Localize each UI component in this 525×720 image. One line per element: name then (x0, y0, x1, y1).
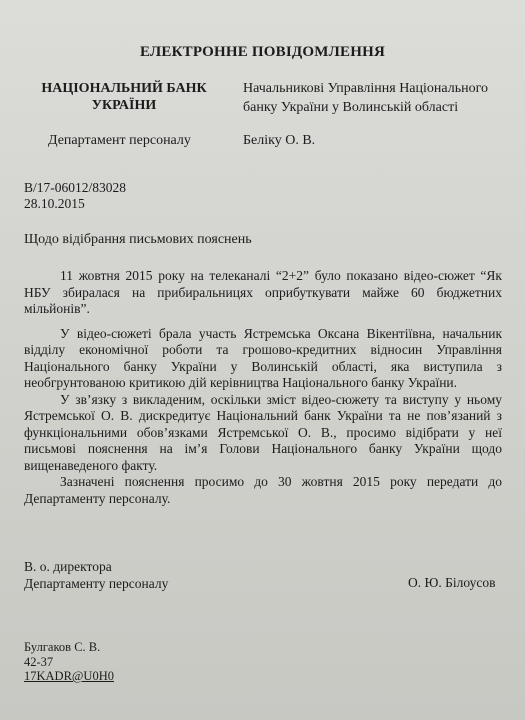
reference-number: В/17-06012/83028 (24, 180, 127, 195)
signatory-position-line-2: Департаменту персоналу (24, 576, 169, 591)
addressee-block (243, 79, 513, 117)
executor-block (24, 640, 114, 684)
addressee-line-1: Начальникові Управління Національного (243, 81, 488, 96)
signatory-position (24, 558, 168, 592)
sender-bank-line-2: УКРАЇНИ (91, 98, 157, 113)
body-paragraph-3: У зв’язку з викладеним, оскільки зміст відео-сюжету та виступу у ньому Ястремської О. В. дискредитує Національний банк України та не пов’язаний з функціональними обов’язками Ястремської О. В., просимо відібрати у неї письмові пояснення на ім’я Голови Національного банку України щодо вищенаведеного факту. (24, 391, 502, 473)
document-body (24, 268, 502, 507)
executor-email[interactable]: 17KADR@U0H0 (24, 669, 114, 683)
reference-block (24, 180, 126, 212)
body-paragraph-1: 11 жовтня 2015 року на телеканалі “2+2” було показано відео-сюжет “Як НБУ збиралася на прибиральницях оприбуткувати майже 60 бюджетних мільйонів”. (24, 268, 502, 316)
signatory-name: О. Ю. Білоусов (408, 575, 496, 590)
document-subject: Щодо відібрання письмових пояснень (24, 232, 252, 247)
addressee-line-2: банку України у Волинській області (243, 100, 459, 115)
addressee-name: Беліку О. В. (243, 133, 316, 148)
executor-phone: 42-37 (24, 654, 54, 669)
sender-bank-line-1: НАЦІОНАЛЬНИЙ БАНК (41, 81, 207, 96)
reference-date: 28.10.2015 (24, 196, 85, 211)
body-paragraph-2: У відео-сюжеті брала участь Ястремська Оксана Вікентіївна, начальник відділу економічної роботи та грошово-кредитних відносин Управління Національного банку України у Волинській області, яка виступила з необгрунтованою критикою дій керівництва Національного банку України. (24, 325, 502, 390)
signatory-position-line-1: В. о. директора (24, 559, 112, 574)
executor-name: Булгаков С. В. (24, 640, 101, 654)
sender-bank-name (24, 80, 224, 114)
sender-department: Департамент персоналу (48, 133, 191, 148)
body-paragraph-4: Зазначені пояснення просимо до 30 жовтня 2015 року передати до Департаменту персоналу. (24, 474, 502, 506)
document-title: ЕЛЕКТРОННЕ ПОВІДОМЛЕННЯ (140, 44, 385, 60)
